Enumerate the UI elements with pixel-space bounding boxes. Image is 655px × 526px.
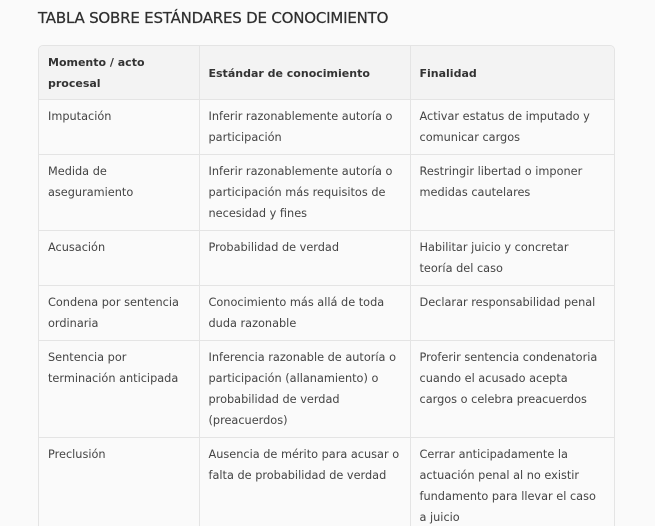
cell-momento: Condena por sentencia ordinaria — [39, 286, 199, 341]
table-row — [39, 341, 614, 438]
cell-estandar: Inferencia razonable de autoría o participación (allanamiento) o probabilidad de verdad (preacuerdos) — [199, 341, 410, 438]
cell-estandar: Inferir razonablemente autoría o participación más requisitos de necesidad y fines — [199, 155, 410, 231]
table-row — [39, 155, 614, 231]
table-row — [39, 286, 614, 341]
cell-momento: Medida de aseguramiento — [39, 155, 199, 231]
cell-estandar: Inferir razonablemente autoría o participación — [199, 100, 410, 155]
cell-finalidad: Cerrar anticipadamente la actuación penal al no existir fundamento para llevar el caso a juicio — [419, 448, 596, 524]
cell-momento: Sentencia por terminación anticipada — [39, 341, 199, 438]
table-row — [39, 438, 614, 526]
table-row — [39, 100, 614, 155]
standards-table — [38, 45, 615, 526]
cell-estandar: Conocimiento más allá de toda duda razonable — [199, 286, 410, 341]
cell-finalidad: Restringir libertad o imponer medidas cautelares — [410, 155, 614, 231]
cell-momento: Preclusión — [39, 438, 199, 526]
cell-finalidad: Habilitar juicio y concretar teoría del caso — [410, 231, 614, 286]
cell-momento: Imputación — [39, 100, 199, 155]
column-header-finalidad: Finalidad — [410, 46, 614, 100]
column-header-momento: Momento / acto procesal — [39, 46, 199, 100]
cell-estandar: Probabilidad de verdad — [199, 231, 410, 286]
cell-momento: Acusación — [39, 231, 199, 286]
cell-estandar: Ausencia de mérito para acusar o falta de probabilidad de verdad — [199, 438, 410, 526]
page-title: TABLA SOBRE ESTÁNDARES DE CONOCIMIENTO — [38, 9, 389, 27]
table-header-row — [39, 46, 614, 100]
cell-finalidad: Activar estatus de imputado y comunicar cargos — [410, 100, 614, 155]
cell-finalidad: Declarar responsabilidad penal — [410, 286, 614, 341]
column-header-estandar: Estándar de conocimiento — [199, 46, 410, 100]
cell-finalidad: Proferir sentencia condenatoria cuando el acusado acepta cargos o celebra preacuerdos — [410, 341, 614, 438]
table-row — [39, 231, 614, 286]
